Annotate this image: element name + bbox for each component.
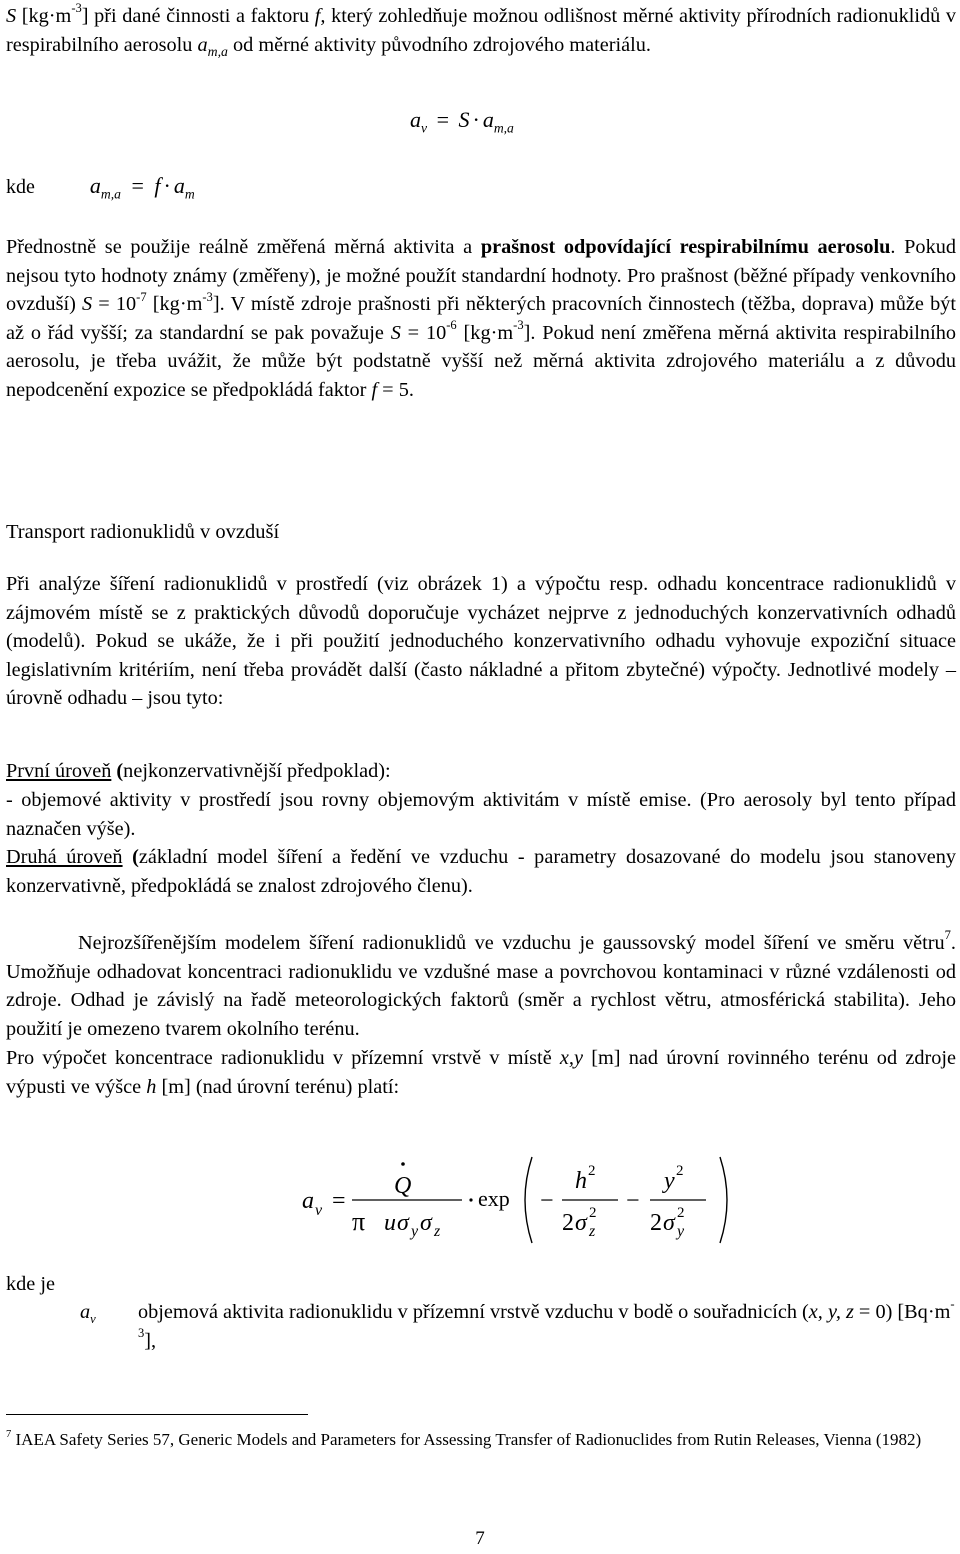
equation-av: $a_v = S \cdot a_{m,a}$ [410,107,514,136]
eq-h: h [575,1168,587,1194]
eq-paren-right [720,1157,727,1243]
eq-sigma-z2: σ [575,1210,587,1236]
eq-h-sq: 2 [588,1163,596,1179]
paragraph-analysis: Při analýze šíření radionuklidů v prostředí (viz obrázek 1) a výpočtu resp. odhadu koncentrace radionuklidů v zájmovém místě se z praktických důvodů doporučuje vycházet nejprve z jednoduchých konzervativních odhadů (modelů). Pokud se ukáže, že i při použití jednoduchého konzervativního odhadu vyhovuje expoziční situace legislativním kritériím, není třeba provádět další (často nákladné a přitom zbytečné) výpočty. Jednotlivé modely – úrovně odhadu – jsou tyto: [6,573,956,710]
level-two: Druhá úroveň (základní model šíření a ředění ve vzduchu - parametry dosazované do modelu jsou stanoveny konzervativně, předpokládá se znalost zdrojového členu). [6,846,956,897]
eq-sq-z: 2 [589,1205,597,1221]
eq-sigma-y: σ [397,1210,409,1236]
level-one-label: První úroveň [6,760,112,782]
footnote-rule [6,1414,308,1415]
eq-sub-y2: y [677,1223,685,1240]
eq-exp: exp [478,1186,510,1211]
eq-minus-1: − [540,1188,554,1214]
eq-a-sub: v [315,1202,323,1219]
where-label: kde je [6,1273,55,1295]
level-one: První úroveň (nejkonzervativnější předpoklad): [6,760,391,782]
eq-a: a [302,1188,314,1214]
eq-two-1: 2 [562,1210,574,1236]
page-number: 7 [475,1528,485,1549]
eq-sub-z: z [434,1223,441,1240]
eq-sq-y: 2 [677,1205,685,1221]
eq-two-2: 2 [650,1210,662,1236]
equation-ama: kde $a_{m,a} = f \cdot a_m$ [6,173,195,202]
eq-q-dot [401,1162,405,1166]
eq-dot [469,1198,472,1201]
eq-u: u [384,1210,396,1236]
def-symbol: a [80,1301,91,1323]
footnote: $^7$ IAEA Safety Series 57, Generic Models and Parameters for Assessing Transfer of Radionuclides from Rutin Releases, Vienna (1982) [6,1428,922,1449]
eq-paren-left [525,1157,532,1243]
section-heading: Transport radionuklidů v ovzduší [6,521,280,543]
eq-sigma-z: σ [420,1210,432,1236]
eq-sub-y: y [411,1223,419,1240]
paragraph-intro: S $[kg\cdot m^{-3}]$ při dané činnosti a faktoru f, který zohledňuje možnou odlišnost měrné aktivity přírodních radionuklidů v respirabilního aerosolu $a_{m,a}$ od měrné aktivity původního zdrojového materiálu. [6,1,957,59]
symbol-s: S [6,5,17,27]
eq-y: y [664,1168,675,1194]
eq-q: Q [394,1173,412,1199]
eq-minus-2: − [626,1188,640,1214]
eq-y-sq: 2 [676,1163,684,1179]
paragraph-dust: Přednostně se použije reálně změřená měrná aktivita a prašnost odpovídající respirabilnímu aerosolu. Pokud nejsou tyto hodnoty známy (změřeny), je možné použít standardní hodnoty. Pro prašnost (běžné případy venkovního ovzduší) $S = 10^{-7}$ $[kg\cdot m^{-3}]$. V místě zdroje prašnosti při některých pracovních činnostech (těžba, doprava) může být až o řád vyšší; za standardní se pak považuje $S = 10^{-6}$ $[kg\cdot m^{-3}]$. Pokud není změřena měrná aktivita respirabilního aerosolu, je třeba uvážit, že může být podstatně vyšší než měrná aktivita zdrojového materiálu a z důvodu nepodcenění expozice se předpokládá faktor f = 5. [6,236,956,401]
paragraph-gaussian: Nejrozšířenějším modelem šíření radionuklidů ve vzduchu je gaussovský model šíření ve směru větru$^7$. Umožňuje odhadovat koncentraci radionuklidu ve vzdušné mase a povrchovou kontaminaci v různé vzdálenosti od zdroje. Odhad je závislý na řadě meteorologických faktorů (směr a rychlost větru, atmosférická stabilita). Jeho použití je omezeno tvarem okolního terénu. [6,928,956,1040]
level-two-label: Druhá úroveň [6,846,123,868]
eq-pi: π [352,1207,366,1236]
eq-equals: = [332,1188,346,1214]
eq-sigma-y2: σ [663,1210,675,1236]
paragraph-level-one-desc: - objemové aktivity v prostředí jsou rovny objemovým aktivitám v místě emise. (Pro aerosoly byl tento případ naznačen výše). [6,789,956,840]
equation-gaussian-plume [300,1142,740,1272]
eq-sub-z2: z [589,1223,596,1240]
paragraph-calculation: Pro výpočet koncentrace radionuklidu v přízemní vrstvě v místě x,y [m] nad úrovní rovinného terénu od zdroje výpusti ve výšce h [m] (nad úrovní terénu) platí: [6,1047,956,1098]
